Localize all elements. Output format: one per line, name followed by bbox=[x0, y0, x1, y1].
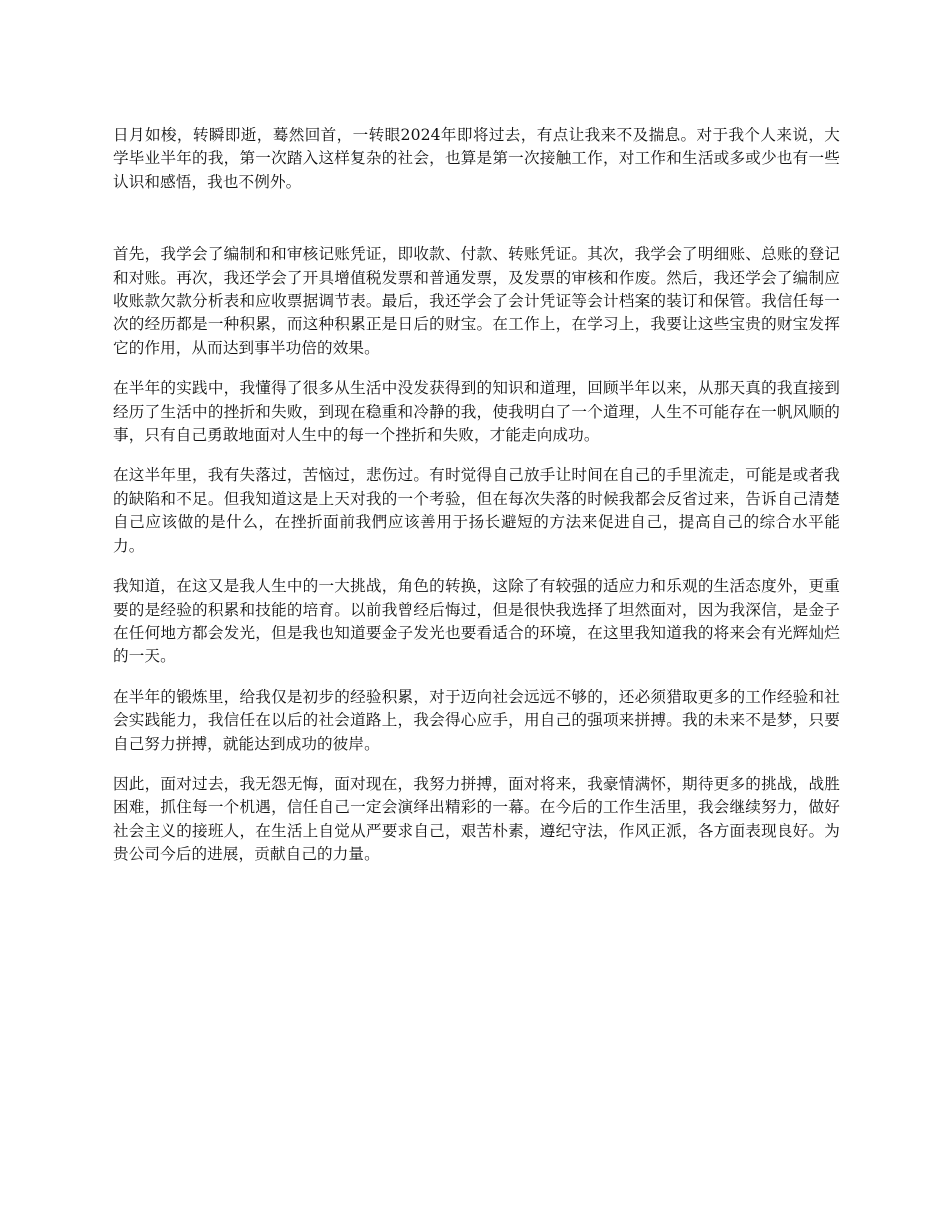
paragraph-setbacks: 在这半年里，我有失落过，苦恼过，悲伤过。有时觉得自己放手让时间在自己的手里流走，可能是或者我的缺陷和不足。但我知道这是上天对我的一个考验，但在每次失落的时候我都会反省过来，告诉自己清楚自己应该做的是什么，在挫折面前我們应该善用于扬长避短的方法来促进自己，提高自己的综合水平能力。 bbox=[113, 466, 840, 555]
paragraph-challenge: 我知道，在这又是我人生中的一大挑战，角色的转换，这除了有较强的适应力和乐观的生活态度外，更重要的是经验的积累和技能的培育。以前我曾经后悔过，但是很快我选择了坦然面对，因为我深信，是金子在任何地方都会发光，但是我也知道要金子发光也要看适合的环境，在这里我知道我的将来会有光辉灿烂的一天。 bbox=[113, 577, 840, 666]
paragraph-experience: 在半年的锻炼里，给我仅是初步的经验积累，对于迈向社会远远不够的，还必须猎取更多的工作经验和社会实践能力，我信任在以后的社会道路上，我会得心应手，用自己的强项来拼搏。我的未来不是梦，只要自己努力拼搏，就能达到成功的彼岸。 bbox=[113, 687, 840, 753]
document-body bbox=[113, 124, 840, 884]
paragraph-practice: 在半年的实践中，我懂得了很多从生活中没发获得到的知识和道理，回顾半年以来，从那天真的我直接到经历了生活中的挫折和失败，到现在稳重和冷静的我，使我明白了一个道理，人生不可能存在一帆风顺的事，只有自己勇敢地面对人生中的每一个挫折和失败，才能走向成功。 bbox=[113, 379, 840, 445]
paragraph-skills: 首先，我学会了编制和和审核记账凭证，即收款、付款、转账凭证。其次，我学会了明细账、总账的登记和对账。再次，我还学会了开具增值税发票和普通发票，及发票的审核和作废。然后，我还学会了编制应收账款欠款分析表和应收票据调节表。最后，我还学会了会计凭证等会计档案的装订和保管。我信任每一次的经历都是一种积累，而这种积累正是日后的财宝。在工作上，在学习上，我要让这些宝贵的财宝发挥它的作用，从而达到事半功倍的效果。 bbox=[113, 245, 840, 357]
paragraph-intro: 日月如梭，转瞬即逝，蓦然回首，一转眼2024年即将过去，有点让我来不及揣息。对于我个人来说，大学毕业半年的我，第一次踏入这样复杂的社会，也算是第一次接触工作，对工作和生活或多或少也有一些认识和感悟，我也不例外。 bbox=[113, 126, 840, 191]
paragraph-conclusion: 因此，面对过去，我无怨无悔，面对现在，我努力拼搏，面对将来，我豪情满怀，期待更多的挑战，战胜困难，抓住每一个机遇，信任自己一定会演绎出精彩的一幕。在今后的工作生活里，我会继续努力，做好社会主义的接班人，在生活上自觉从严要求自己，艰苦朴素，遵纪守法，作风正派，各方面表现良好。为贵公司今后的进展，贡献自己的力量。 bbox=[113, 774, 840, 864]
